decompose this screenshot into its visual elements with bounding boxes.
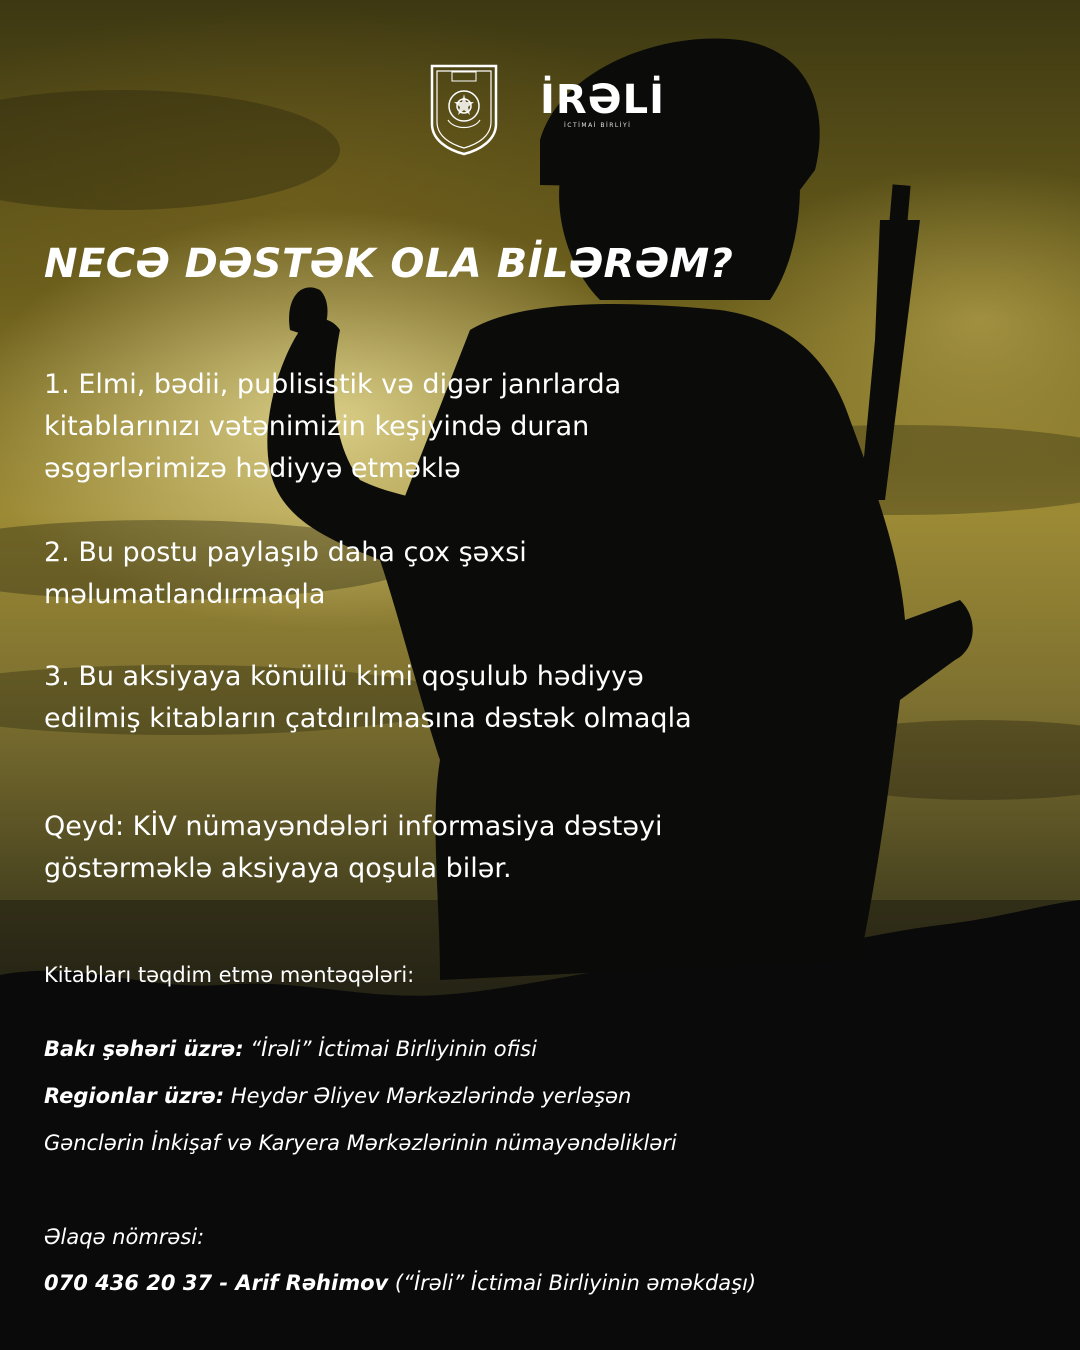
list-item-2	[44, 532, 1024, 616]
list-item-line: 2. Bu postu paylaşıb daha çox şəxsi	[44, 537, 527, 568]
contact-line	[44, 1268, 1044, 1298]
brand-logo	[540, 77, 666, 129]
note-line: göstərməklə aksiyaya qoşula bilər.	[44, 853, 512, 884]
brand-name: İRƏLİ	[540, 77, 666, 123]
contact-phone-name: 070 436 20 37 - Arif Rəhimov	[44, 1271, 389, 1295]
regions-line2: Gənclərin İnkişaf və Karyera Mərkəzlərinin nümayəndəlikləri	[44, 1131, 677, 1155]
note-line: Qeyd: KİV nümayəndələri informasiya dəstəyi	[44, 811, 663, 842]
regions-label: Regionlar üzrə:	[44, 1084, 225, 1108]
defense-ministry-emblem-icon	[430, 64, 498, 156]
list-item-line: əsgərlərimizə hədiyyə etməklə	[44, 453, 461, 484]
list-item-3	[44, 656, 1024, 740]
list-item-line: 1. Elmi, bədii, publisistik və digər janrlarda	[44, 369, 622, 400]
logo-bar	[0, 64, 1080, 160]
list-item-line: kitablarınızı vətənimizin keşiyində duran	[44, 411, 590, 442]
baku-point	[44, 1034, 1044, 1064]
note	[44, 806, 1024, 890]
contact-heading: Əlaqə nömrəsi:	[44, 1225, 205, 1249]
baku-label: Bakı şəhəri üzrə:	[44, 1037, 244, 1061]
regions-text: Heydər Əliyev Mərkəzlərində yerləşən	[224, 1084, 632, 1108]
list-item-line: edilmiş kitabların çatdırılmasına dəstək olmaqla	[44, 703, 692, 734]
regions-point	[44, 1081, 1044, 1111]
points-heading: Kitabları təqdim etmə məntəqələri:	[44, 963, 415, 987]
list-item-line: məlumatlandırmaqla	[44, 579, 326, 610]
brand-subtitle: İCTİMAİ BİRLİYİ	[564, 122, 632, 129]
page-title: NECƏ DƏSTƏK OLA BİLƏRƏM?	[44, 241, 734, 287]
baku-text: “İrəli” İctimai Birliyinin ofisi	[243, 1037, 537, 1061]
contact-role: (“İrəli” İctimai Birliyinin əməkdaşı)	[388, 1271, 757, 1295]
list-item-line: 3. Bu aksiyaya könüllü kimi qoşulub hədiyyə	[44, 661, 644, 692]
list-item-1	[44, 364, 1024, 490]
